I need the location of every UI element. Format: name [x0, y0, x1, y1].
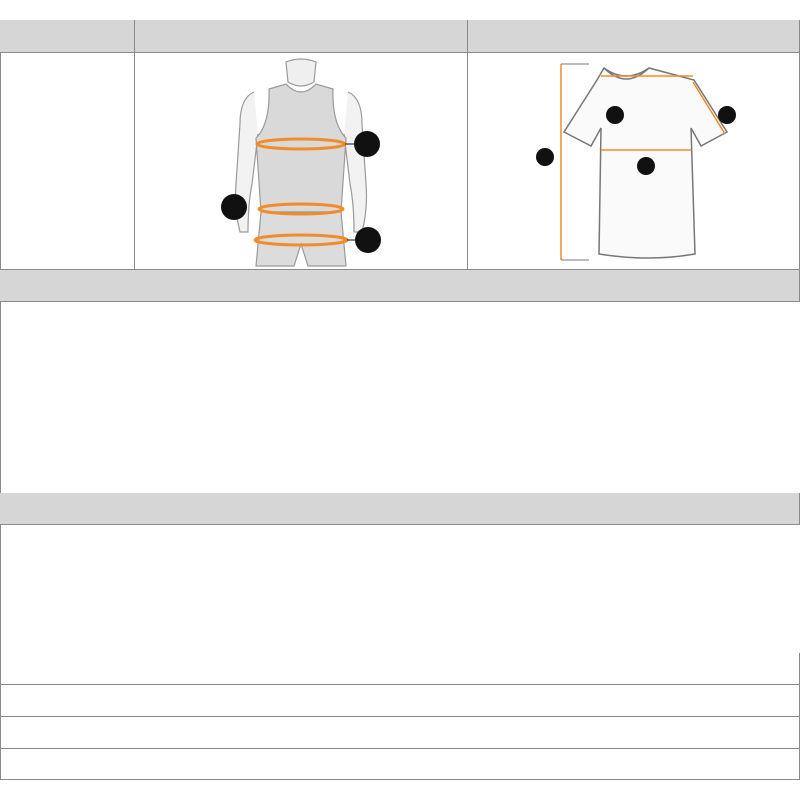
shirt-diagram-cell [468, 53, 800, 270]
body-measure-illustration [136, 54, 466, 268]
method1-header [135, 20, 468, 53]
body-diagram-cell [135, 53, 468, 270]
marker-6-icon [606, 106, 624, 124]
size-table-header [0, 20, 135, 53]
marker-5-icon [637, 157, 655, 175]
marker-4-icon [718, 106, 736, 124]
size-chart [0, 20, 800, 780]
note-line-2 [0, 717, 800, 749]
how-to-measure [0, 53, 135, 270]
marker-7-icon [536, 148, 554, 166]
note-line-3 [0, 749, 800, 780]
note-line-1 [0, 685, 800, 717]
clothing-measurement-title [0, 493, 800, 525]
marker-2-icon [221, 194, 247, 220]
method2-header [468, 20, 800, 53]
marker-3-icon [355, 227, 381, 253]
product-measurement-title [0, 270, 800, 302]
clothing-measure-illustration [469, 54, 799, 268]
note-title [0, 653, 800, 685]
marker-1-icon [354, 131, 380, 157]
